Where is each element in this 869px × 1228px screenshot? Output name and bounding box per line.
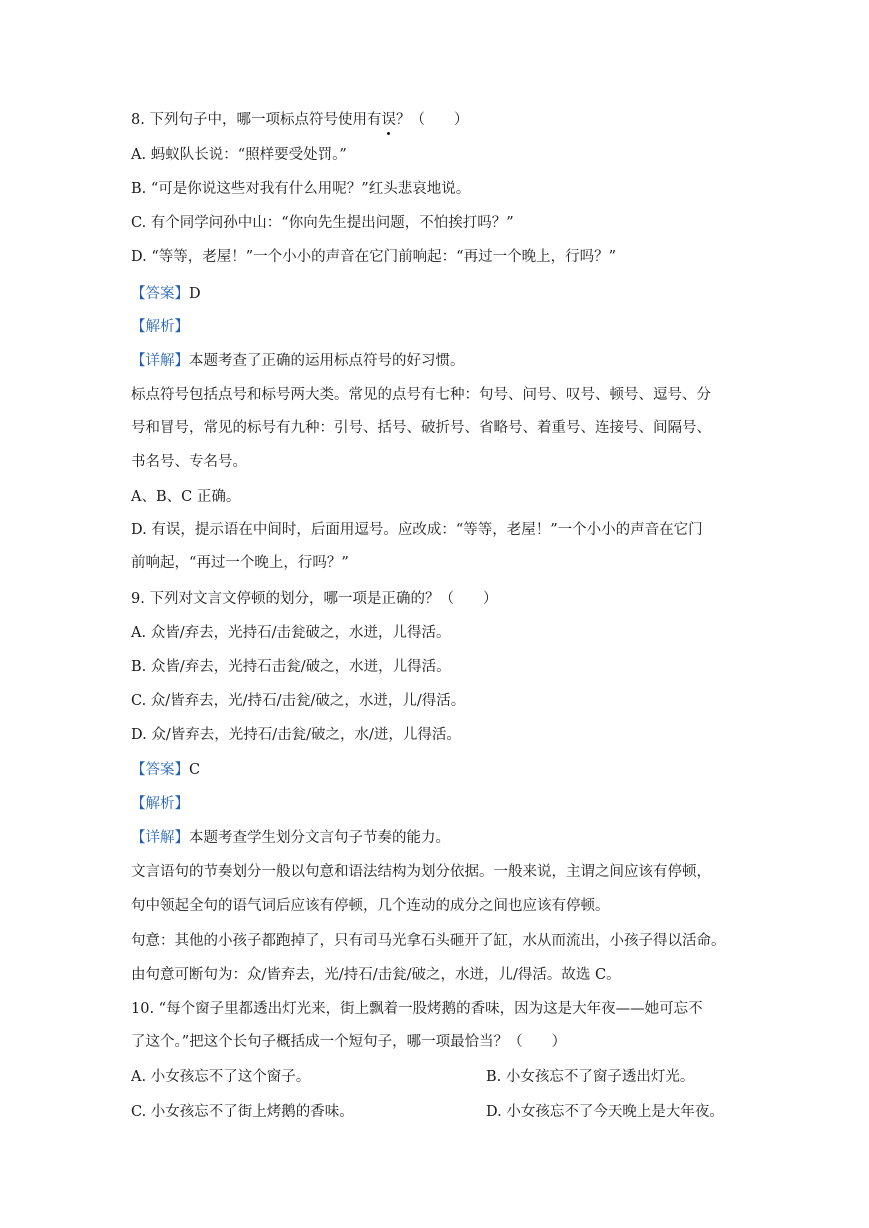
answer-label: 【答案】: [131, 286, 189, 302]
q10-option-a: A. 小女孩忘不了这个窗子。: [131, 1069, 311, 1085]
q10-option-b: B. 小女孩忘不了窗子透出灯光。: [486, 1069, 695, 1085]
detail-label: 【详解】: [131, 353, 189, 369]
q8-explain-line: 标点符号包括点号和标号两大类。常见的点号有七种：句号、问号、叹号、顿号、逗号、分: [131, 387, 711, 403]
q8-analysis-label: 【解析】: [131, 319, 189, 335]
q8-detail: [131, 351, 465, 371]
q9-option-d: D. 众/皆弃去，光持石/击瓮/破之，水/迸，儿得活。: [131, 727, 461, 743]
q10-option-c: C. 小女孩忘不了街上烤鹅的香味。: [131, 1104, 354, 1120]
q9-stem: 9. 下列对文言文停顿的划分，哪一项是正确的？（ ）: [131, 591, 498, 607]
emphasis-dot: [387, 132, 390, 135]
q9-option-a: A. 众皆/弃去，光持石/击瓮破之，水迸，儿得活。: [131, 625, 451, 641]
q9-explain-line: 由句意可断句为：众/皆弃去，光/持石/击瓮/破之，水迸，儿/得活。故选 C。: [131, 967, 621, 983]
q9-explain-line: 句中领起全句的语气词后应该有停顿，几个连动的成分之间也应该有停顿。: [131, 898, 610, 914]
q8-option-c: C. 有个同学问孙中山：“你向先生提出问题，不怕挨打吗？”: [131, 215, 514, 231]
q8-option-b: B. “可是你说这些对我有什么用呢？”红头悲哀地说。: [131, 181, 471, 197]
q9-analysis-label: 【解析】: [131, 796, 189, 812]
q9-explain-line: 文言语句的节奏划分一般以句意和语法结构为划分依据。一般来说，主谓之间应该有停顿，: [131, 864, 711, 880]
q8-explain-line: D. 有误，提示语在中间时，后面用逗号。应改成：“等等，老屋！”一个小小的声音在它门: [131, 522, 703, 538]
answer-value: C: [189, 762, 201, 778]
q8-explain-line: 书名号、专名号。: [131, 454, 247, 470]
q10-stem-line: 了这个。”把这个长句子概括成一个短句子，哪一项最恰当？（ ）: [131, 1034, 567, 1050]
answer-label: 【答案】: [131, 762, 189, 778]
q8-stem: [131, 110, 468, 130]
q9-explain-line: 句意：其他的小孩子都跑掉了，只有司马光拿石头砸开了缸，水从而流出，小孩子得以活命。: [131, 933, 726, 949]
q9-option-c: C. 众/皆弃去，光/持石/击瓮/破之，水迸，儿/得活。: [131, 693, 466, 709]
detail-label: 【详解】: [131, 830, 189, 846]
q8-option-a: A. 蚂蚁队长说：“照样要受处罚。”: [131, 147, 347, 163]
answer-value: D: [189, 286, 201, 302]
detail-text: 本题考查学生划分文言句子节奏的能力。: [189, 830, 450, 846]
q10-option-d: D. 小女孩忘不了今天晚上是大年夜。: [486, 1104, 724, 1120]
q8-explain-line: 号和冒号，常见的标号有九种：引号、括号、破折号、省略号、着重号、连接号、间隔号、: [131, 420, 711, 436]
q8-explain-line: A、B、C 正确。: [131, 489, 241, 505]
q9-detail: [131, 828, 450, 848]
q8-answer: [131, 284, 201, 304]
q10-stem-line: 10. “每个窗子里都透出灯光来，街上飘着一股烤鹅的香味，因为这是大年夜——她可忘不: [131, 1001, 703, 1017]
detail-text: 本题考查了正确的运用标点符号的好习惯。: [189, 353, 465, 369]
q9-answer: [131, 760, 200, 780]
q8-stem-text: 8. 下列句子中，哪一项标点符号使用有: [131, 112, 382, 128]
q9-option-b: B. 众皆/弃去，光持石击瓮/破之，水迸，儿得活。: [131, 659, 451, 675]
q8-explain-line: 前响起，“再过一个晚上，行吗？”: [131, 555, 349, 571]
q8-option-d: D. “等等，老屋！”一个小小的声音在它门前响起：“再过一个晚上，行吗？”: [131, 249, 616, 265]
q8-stem-tail: ？（ ）: [395, 112, 469, 128]
emphasis-dot-char: 误: [381, 112, 396, 128]
